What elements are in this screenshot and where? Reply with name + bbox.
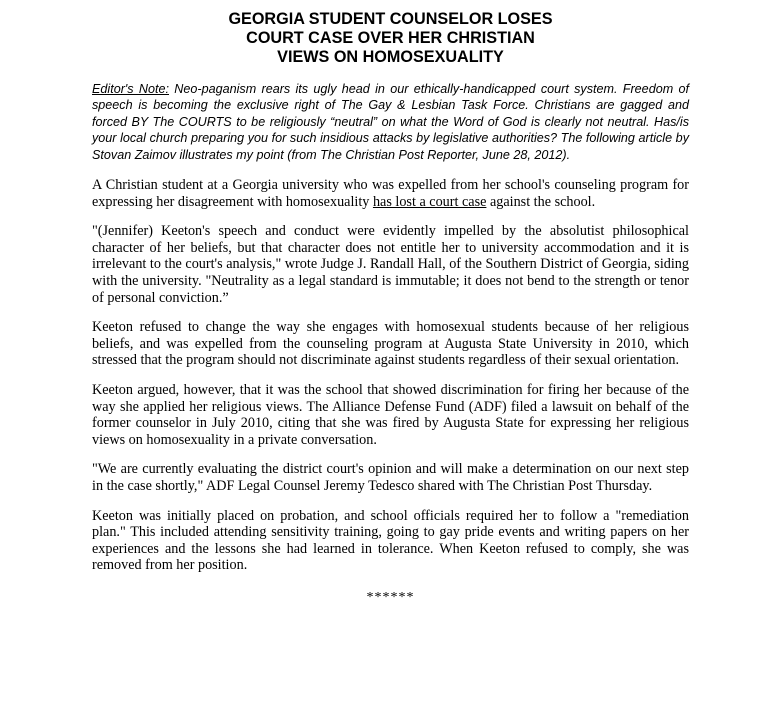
paragraph-1-text-end: against the school. [486, 193, 596, 210]
article-title: GEORGIA STUDENT COUNSELOR LOSES COURT CASE OVER HER CHRISTIAN VIEWS ON HOMOSEXUALITY [228, 10, 553, 66]
paragraph-2: "(Jennifer) Keeton's speech and conduct were evidently impelled by the absolutist philosophical character of her beliefs, but that character does not entitle her to university accommodation and it is irrelevant to the court's analysis," wrote Judge J. Randall Hall, of the Southern District of Georgia, siding with the university. "Neutrality as a legal standard is immutable; it does not bend to the strength or tenor of personal conviction.” [92, 223, 689, 306]
paragraph-1-text-start: A Christian student at a Georgia university who was expelled from her school's counseling program for expressing her disagreement with homosexuality [92, 177, 689, 210]
end-mark: ****** [366, 589, 415, 605]
editor-note-label: Editor's Note: [92, 82, 169, 96]
paragraph-5: "We are currently evaluating the district court's opinion and will make a determination on our next step in the case shortly," ADF Legal Counsel Jeremy Tedesco shared with The Christian Post Thursday. [92, 461, 689, 494]
paragraph-1 [92, 177, 689, 210]
editor-note [92, 81, 689, 163]
paragraph-6: Keeton was initially placed on probation, and school officials required her to follow a "remediation plan." This included attending sensitivity training, going to gay pride events and writing papers on her experiences and the lessons she had learned in tolerance. When Keeton refused to comply, she was removed from her position. [92, 507, 689, 574]
paragraph-4: Keeton argued, however, that it was the school that showed discrimination for firing her because of the way she applied her religious views. The Alliance Defense Fund (ADF) filed a lawsuit on behalf of the former counselor in July 2010, citing that she was fired by Augusta State for expressing her religious views on homosexuality in a private conversation. [92, 381, 689, 448]
paragraph-3: Keeton refused to change the way she engages with homosexual students because of her religious beliefs, and was expelled from the counseling program at Augusta State University in 2010, which stressed that the program should not discriminate against students regardless of their sexual orientation. [92, 319, 689, 369]
court-case-link[interactable]: has lost a court case [372, 193, 487, 210]
editor-note-text: Neo-paganism rears its ugly head in our ethically-handicapped court system. Freedom of speech is becoming the exclusive right of The Gay & Lesbian Task Force. Christians are gagged and forced BY The COURTS to be religiously “neutral” on what the Word of God is clearly not neutral. Has/is your local church preparing you for such insidious attacks by legislative authorities? The following article by Stovan Zaimov illustrates my point (from The Christian Post Reporter, June 28, 2012). [92, 82, 689, 162]
document-page [92, 10, 689, 606]
